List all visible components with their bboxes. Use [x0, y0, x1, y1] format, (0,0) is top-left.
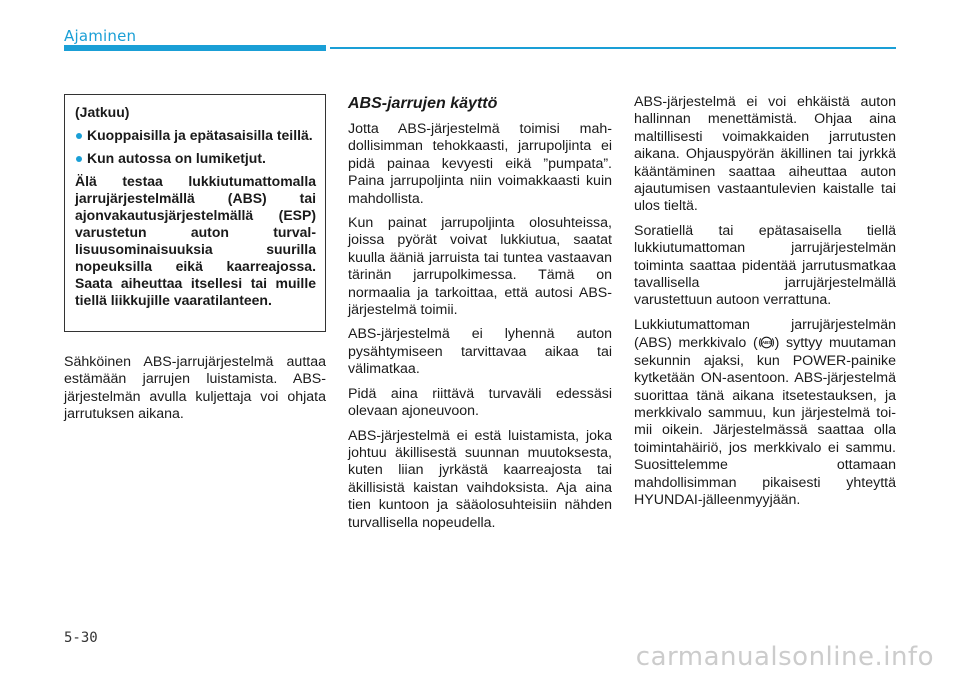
right-column [634, 94, 896, 516]
left-column [64, 354, 326, 431]
paragraph: ABS-järjestelmä ei estä luistamista, joka johtuu äkillisestä suunnan muutoksesta, kuten liian jyrkästä kaarreajosta tai äkillisistä kaistan vaihdoksista. Aja aina tien kuntoon ja sääolosuhteisiin nähden turvallisella nopeudella. [348, 427, 612, 531]
page-number: 5-30 [64, 630, 98, 646]
abs-usage-heading: ABS-jarrujen käyttö [348, 95, 498, 112]
paragraph: Kun painat jarrupoljinta olosuhteissa, joissa pyörät voivat lukkiutua, saatat kuulla ääniä jarruista tai tuntea vastaavan tärinän jarrupolkimessa. Tämä on normaalia ja tarkoittaa, että autosi ABS-järjestelmä toimii. [348, 215, 612, 319]
abs-intro-paragraph: Sähköinen ABS-jarrujärjestelmä auttaa estämään jarrujen luistamista. ABS-järjestelmän avulla kuljettaja voi ohjata jarrutuksen aikana. [64, 354, 326, 423]
paragraph: ABS-järjestelmä ei lyhennä auton pysähtymiseen tarvittavaa aikaa tai välimatkaa. [348, 326, 612, 378]
header-rule-thick [64, 45, 326, 51]
paragraph: Pidä aina riittävä turvaväli edessäsi olevaan ajoneuvoon. [348, 385, 612, 420]
warning-box [64, 94, 326, 332]
warning-bullet: Kun autossa on lumiketjut. [75, 150, 316, 167]
paragraph: ABS-järjestelmä ei voi ehkäistä auton hallinnan menettämistä. Ohjaa aina maltillisesti voimakkaiden jarrutusten aikana. Ohjauspyörän äkillinen tai jyrkkä kääntäminen saattaa aiheuttaa auton ajautumisen vastaantulevien kaistalle tai ulos tieltä. [634, 94, 896, 215]
warning-text: Älä testaa lukkiutumattomalla jarrujärjestelmällä (ABS) tai ajonvakautusjärjestelmällä (ESP) varustetun auton turvallisuusominaisuuksia suurilla nopeuksilla eikä kaarreajossa. Saata aiheuttaa itsellesi tai muille tiellä liikkujille vaaratilanteen. [75, 173, 316, 308]
watermark: carmanualsonline.info [635, 642, 934, 672]
header-rule-thin [330, 47, 896, 49]
abs-warning-light-icon [758, 334, 775, 351]
abs-indicator-paragraph [634, 317, 896, 509]
indicator-text-before: Lukkiutumattoman jarrujärjestelmän (ABS) merkkivalo ( [634, 316, 896, 352]
section-title: Ajaminen [64, 27, 137, 45]
paragraph: Soratiellä tai epätasaisella tiellä lukkiutumattoman jarrujärjestelmän toiminta saattaa pidentää jarrutusmatkaa tavallisella jarrujärjestelmällä varustettuun autoon verrattuna. [634, 222, 896, 309]
paragraph: Jotta ABS-järjestelmä toimisi mahdollisimman tehokkaasti, jarrupoljinta ei pidä painaa kevyesti eikä ”pumpata”. Paina jarrupoljinta niin voimakkaasti kuin mahdollista. [348, 121, 612, 207]
abs-icon-label: ABS [761, 340, 771, 346]
middle-column [348, 94, 612, 539]
indicator-text-after: ) syttyy muutaman sekunnin ajaksi, kun POWER-painike kytketään ON-asentoon. ABS-järjestelmä suorittaa tänä aikana itsetestauksen, ja merkkivalo sammuu, kun järjestelmä toimii oikein. Järjestelmässä saattaa olla toimintahäiriö, jos merkkivalo ei sammu. Suosittelemme ottamaan mahdollisimman pikaisesti yhteyttä HYUNDAI-jälleenmyyjään. [634, 335, 896, 508]
warning-continued: (Jatkuu) [75, 104, 130, 120]
warning-bullet: Kuoppaisilla ja epätasaisilla teillä. [75, 127, 316, 144]
